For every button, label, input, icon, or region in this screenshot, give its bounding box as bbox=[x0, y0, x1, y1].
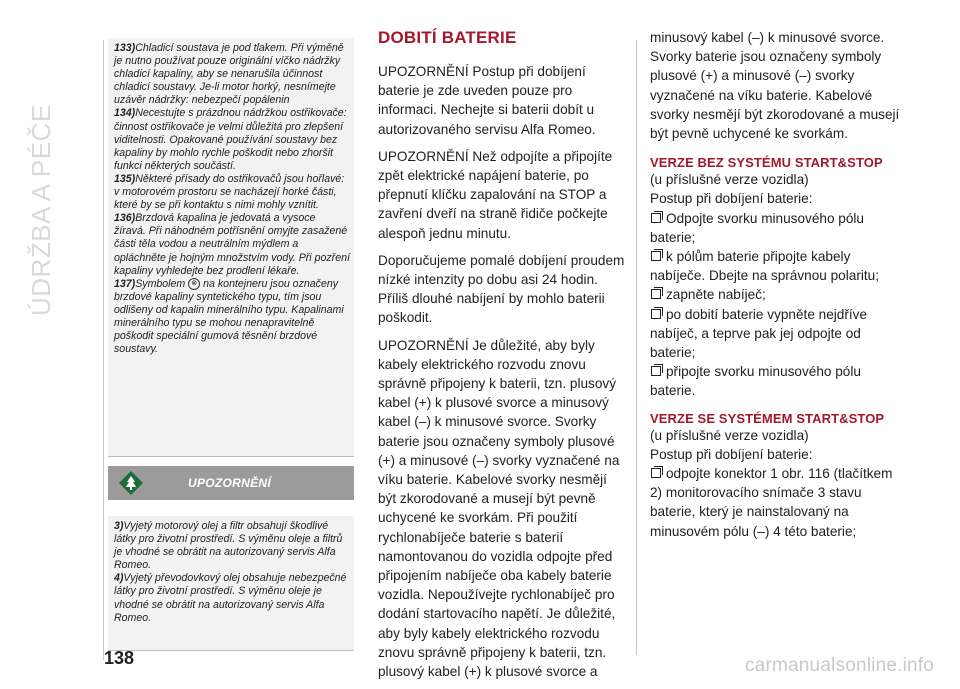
list-item: po dobití baterie vypněte nejdříve nabíječ, a teprve pak jej odpojte od baterie; bbox=[650, 306, 868, 361]
procedure-intro: Postup při dobíjení baterie: bbox=[650, 191, 813, 207]
note-135: 135)Některé přísady do ostřikovačů jsou hořlavé: v motorovém prostoru se nacházejí horké části, které by se při kontaktu s nimi mohly vznítit. bbox=[114, 172, 345, 212]
subheading-with-start-stop: VERZE SE SYSTÉMEM START&STOP bbox=[650, 410, 885, 426]
column-middle bbox=[378, 28, 628, 689]
checkbox-bullet-icon bbox=[651, 213, 661, 223]
version-note: (u příslušné verze vozidla) bbox=[650, 172, 809, 188]
checkbox-bullet-icon bbox=[651, 289, 661, 299]
watermark: carmanualsonline.info bbox=[745, 655, 935, 676]
section-heading: DOBITÍ BATERIE bbox=[378, 28, 517, 47]
subheading-without-start-stop: VERZE BEZ SYSTÉMU START&STOP bbox=[650, 155, 883, 171]
paragraph: UPOZORNĚNÍ Postup při dobíjení baterie je zde uveden pouze pro informaci. Nechejte si baterii dobít u autorizovaného servisu Alfa Romeo. bbox=[378, 64, 596, 137]
checkbox-bullet-icon bbox=[651, 251, 661, 261]
column-rule bbox=[636, 40, 637, 655]
column-right bbox=[650, 28, 900, 541]
note-136: 136)Brzdová kapalina je jedovatá a vysoce žíravá. Při náhodném potřísnění omyjte zasažené části těla vodou a neutrálním mýdlem a opláchněte je hojným množstvím vody. Při pozření kapaliny vyhledejte bez prodlení lékaře. bbox=[114, 212, 350, 277]
version-note: (u příslušné verze vozidla) bbox=[650, 427, 809, 443]
note-133: 133)Chladicí soustava je pod tlakem. Při výměně je nutno používat pouze originální víčko nádržky chladicí kapaliny, aby se nenarušila účinnost chladicí soustavy. Je-li motor horký, nesnímejte uzávěr nádržky: nebezpečí popálenin bbox=[114, 42, 344, 107]
page-number: 138 bbox=[104, 648, 135, 668]
warning-note-4: 4)Vyjetý převodovkový olej obsahuje nebezpečné látky pro životní prostředí. S výměnu oleje je vhodné se obrátit na autorizovaný servis Alfa Romeo. bbox=[114, 572, 347, 624]
list-item: zapněte nabíječ; bbox=[650, 285, 900, 304]
list-item: odpojte konektor 1 obr. 116 (tlačítkem 2) monitorovacího snímače 3 stavu baterie, který je nainstalovaný na minusovém pólu (–) 4 této baterie; bbox=[650, 466, 893, 539]
margin-rule bbox=[103, 40, 104, 660]
notes-box bbox=[108, 38, 354, 457]
side-chapter-title bbox=[22, 28, 58, 318]
checkbox-bullet-icon bbox=[651, 309, 661, 319]
paragraph: minusový kabel (–) k minusové svorce. Svorky baterie jsou označeny symboly plusové (+) a minusové (–) svorky vyznačené na víku baterie. Kabelové svorky nesmějí být zkorodované a musejí být pevně uchycené ke svorkám. bbox=[650, 30, 900, 142]
checkbox-bullet-icon bbox=[651, 468, 661, 478]
environment-warning-icon bbox=[118, 470, 144, 496]
list-item: připojte svorku minusového pólu baterie. bbox=[650, 364, 861, 399]
list-item: k pólům baterie připojte kabely nabíječe. Dbejte na správnou polaritu; bbox=[650, 249, 879, 284]
warning-note-3: 3)Vyjetý motorový olej a filtr obsahují škodlivé látky pro životní prostředí. S výměnu oleje a filtrů je vhodné se obrátit na autorizovaný servis Alfa Romeo. bbox=[114, 520, 343, 572]
paragraph: UPOZORNĚNÍ Než odpojíte a připojíte zpět elektrické napájení baterie, po přepnutí klíčku zapalování na STOP a zavření dveří na straně řidiče počkejte alespoň jednu minutu. bbox=[378, 148, 613, 241]
warning-header bbox=[108, 466, 354, 500]
paragraph: Doporučujeme pomalé dobíjení proudem nízké intenzity po dobu asi 24 hodin. Příliš dlouhé nabíjení by mohlo baterii poškodit. bbox=[378, 252, 625, 326]
list-item: Odpojte svorku minusového pólu baterie; bbox=[650, 210, 864, 245]
note-137: 137)Symbolem ⊗ na kontejneru jsou označeny brzdové kapaliny syntetického typu, tím jsou odlišeny od kapalin minerálního typu. Kapalinami minerálního typu se mohou nenapravitelně poškodit speciální gumová těsnění brzdové soustavy. bbox=[114, 277, 344, 356]
brake-fluid-symbol-icon: ⊗ bbox=[188, 278, 200, 290]
paragraph: UPOZORNĚNÍ Je důležité, aby byly kabely elektrického rozvodu znovu správně připojeny k baterii, tzn. plusový kabel (+) k plusové svorce a minusový kabel (–) k minusové svorce. Svorky baterie jsou označeny symboly plusové (+) a minusové (–) svorky vyznačené na víku baterie. Kabelové svorky nesmějí být zkorodované a musejí být pevně uchycené ke svorkám. Při použití rychlonabíječe baterie s baterií namontovanou do vozidla odpojte před připojením nabíječe oba kabely baterie vozidla. Nepoužívejte rychlonabíječ pro dodání startovacího napětí. Je důležité, aby byly kabely elektrického rozvodu znovu správně připojeny k baterii, tzn. plusový kabel (+) k plusové svorce a bbox=[378, 337, 620, 680]
checkbox-bullet-icon bbox=[651, 366, 661, 376]
note-134: 134)Necestujte s prázdnou nádržkou ostřikovače: činnost ostřikovače je velmi důležitá pro zlepšení viditelnosti. Opakované používání soustavy bez kapaliny by mohlo rychle poškodit nebo zhoršit funkci některých součástí. bbox=[114, 107, 347, 172]
warning-label: UPOZORNĚNÍ bbox=[188, 476, 272, 490]
warning-box bbox=[108, 516, 354, 651]
procedure-intro: Postup při dobíjení baterie: bbox=[650, 446, 813, 462]
side-chapter-title-text: ÚDRŽBA A PÉČE bbox=[26, 104, 56, 316]
